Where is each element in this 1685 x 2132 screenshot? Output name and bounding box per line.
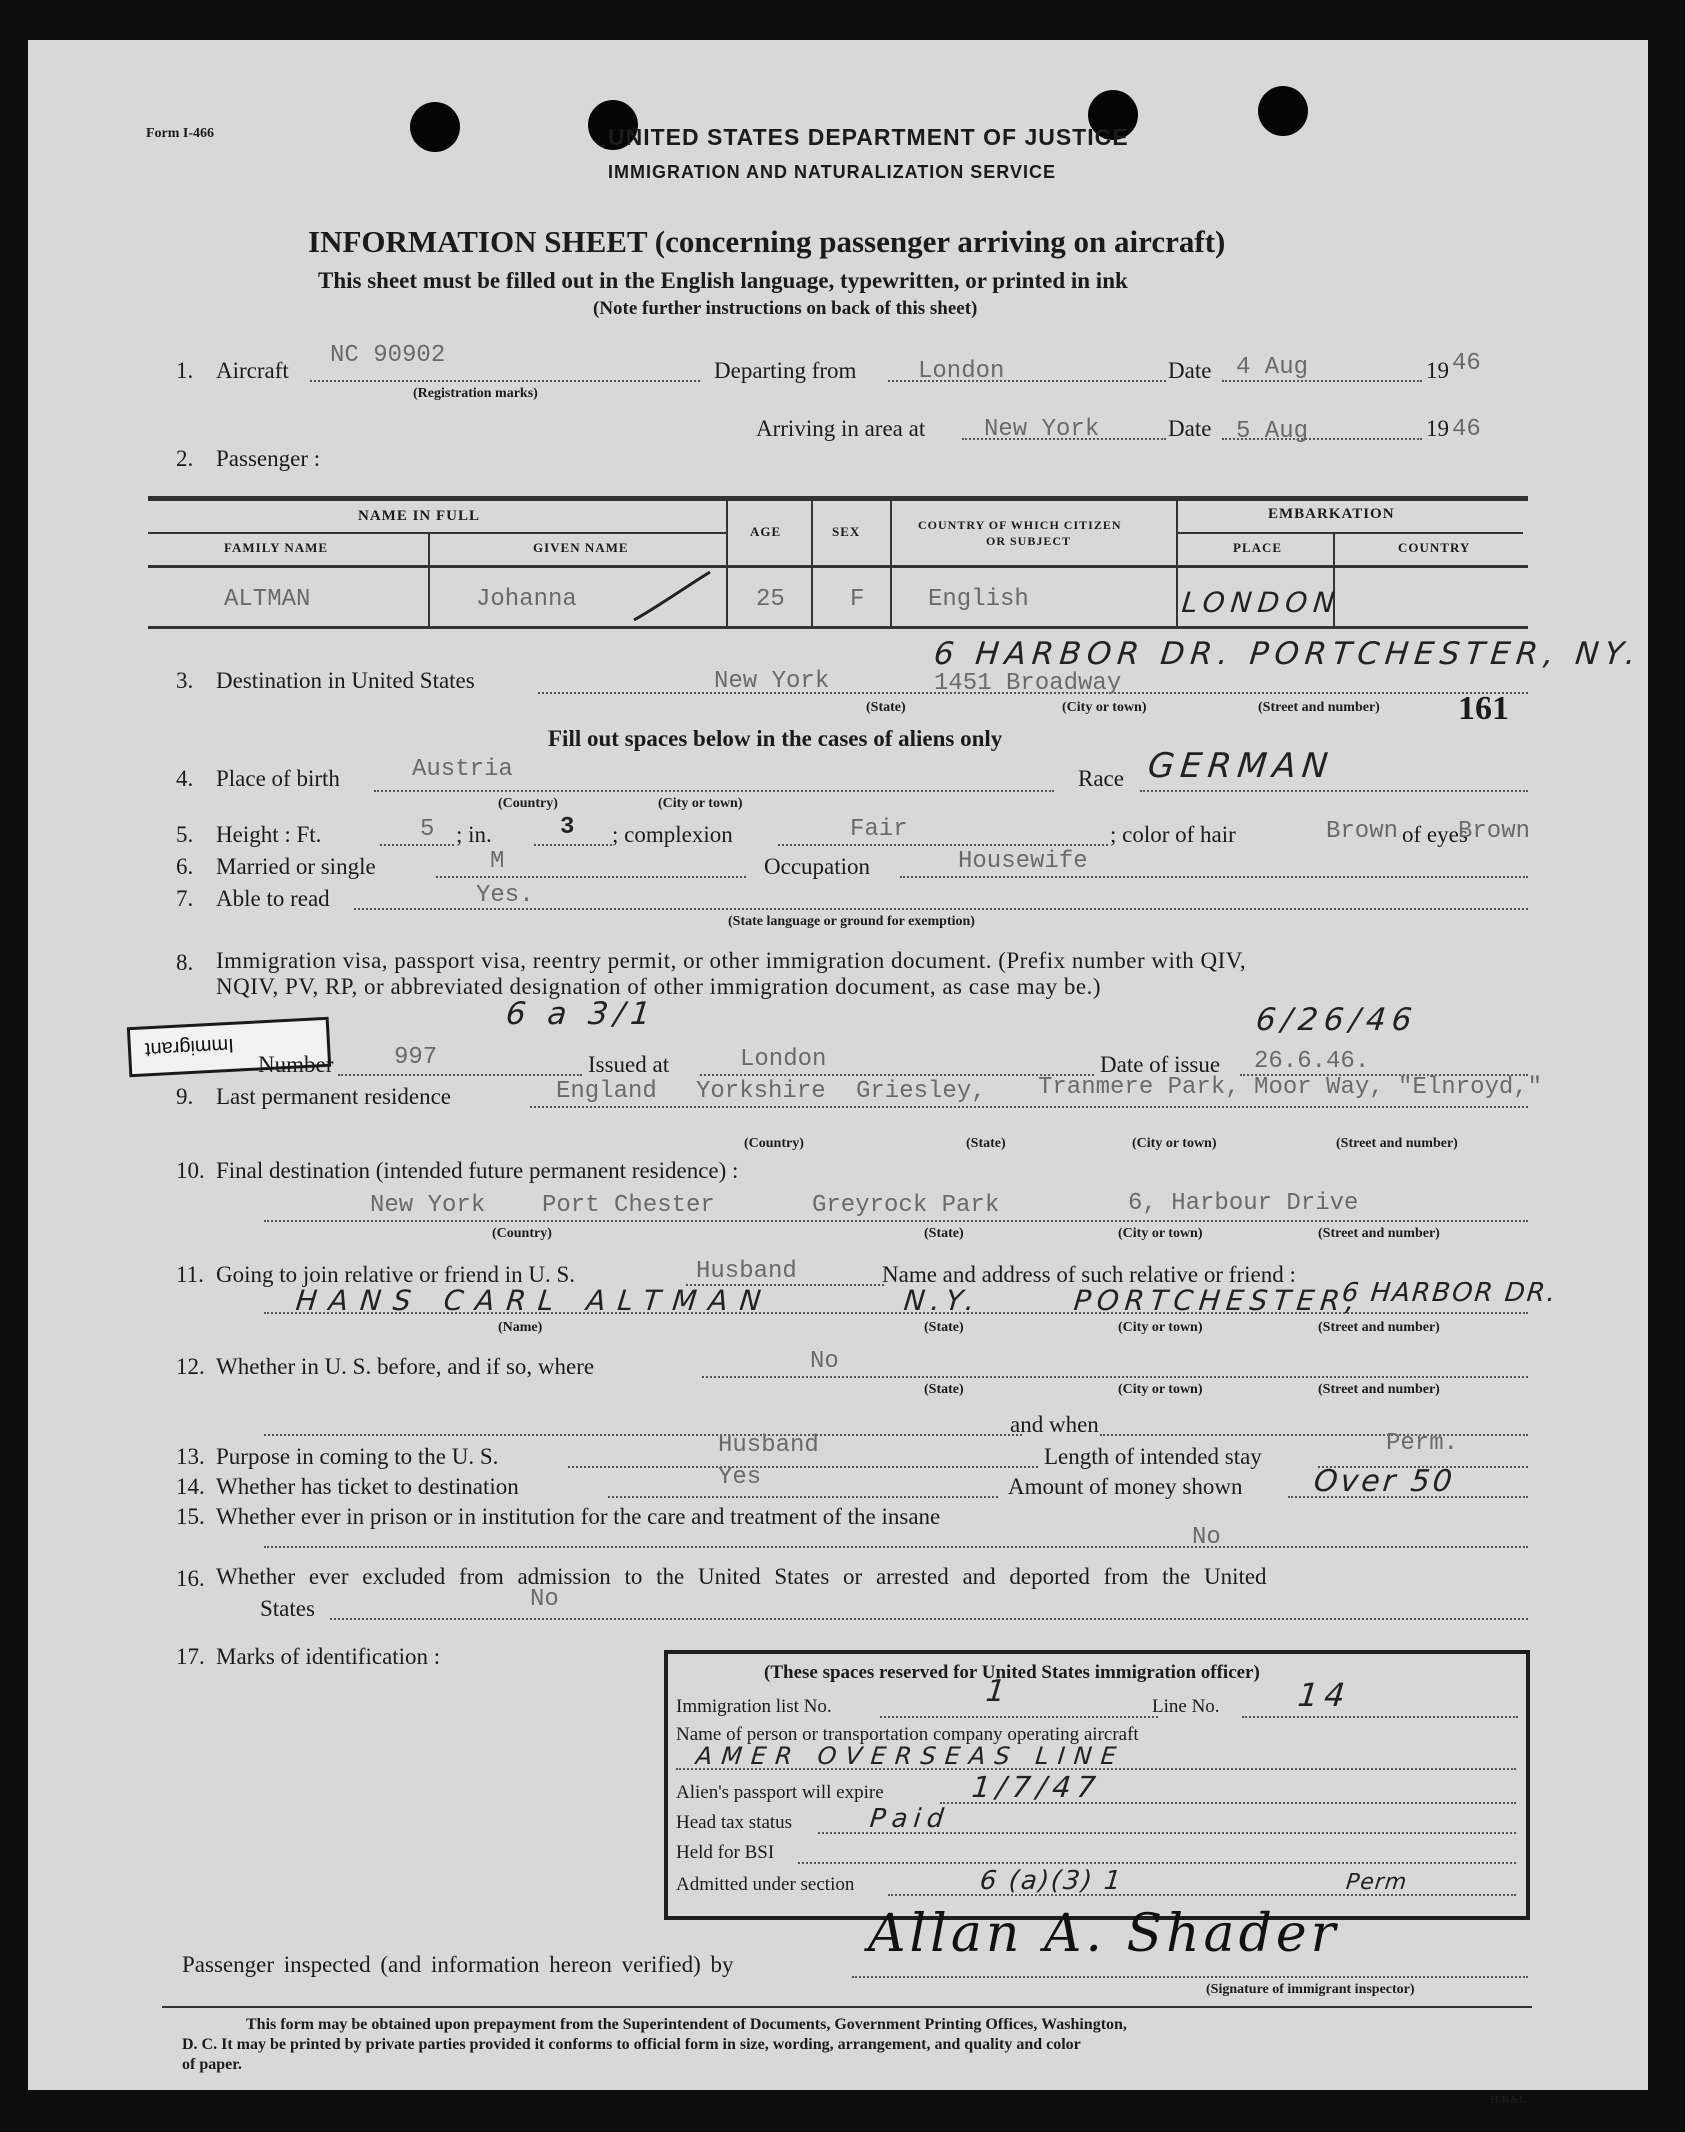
relative-name: HANS CARL ALTMAN (294, 1284, 775, 1317)
residence-state: Yorkshire (696, 1078, 826, 1105)
height-label: Height : Ft. (216, 822, 322, 847)
punch-hole (1258, 86, 1308, 136)
height-ft-value: 5 (420, 816, 435, 843)
company-label: Name of person or transportation company operating aircraft (676, 1724, 1139, 1745)
form-sheet (28, 40, 1648, 2106)
arriving-value: New York (984, 416, 1100, 443)
relative-label: Name and address of such relative or friend : (882, 1262, 1296, 1287)
city-caption: (City or town) (1132, 1136, 1217, 1151)
item-number: 8. (176, 950, 194, 975)
purpose-value: Husband (718, 1432, 819, 1459)
aircraft-label: Aircraft (216, 358, 289, 383)
street-caption: (Street and number) (1336, 1136, 1458, 1151)
race-label: Race (1078, 766, 1124, 791)
tax-label: Head tax status (676, 1812, 793, 1833)
state-caption: (State) (866, 700, 906, 715)
punch-hole (410, 102, 460, 152)
country-caption: (Country) (492, 1226, 552, 1241)
service-title: IMMIGRATION AND NATURALIZATION SERVICE (608, 162, 1056, 182)
state-caption: (State) (966, 1136, 1006, 1151)
bsi-label: Held for BSI (676, 1842, 775, 1863)
previous-visit-label: Whether in U. S. before, and if so, where (216, 1354, 595, 1379)
passport-label: Alien's passport will expire (676, 1782, 884, 1803)
state-caption: (State) (924, 1226, 964, 1241)
final-country: New York (370, 1192, 486, 1219)
relative-street: 6 HARBOR DR. (1340, 1278, 1559, 1308)
and-when-label: and when (1010, 1412, 1099, 1437)
sex-header: SEX (832, 524, 861, 539)
date-label: Date (1168, 358, 1212, 383)
street-caption: (Street and number) (1318, 1226, 1440, 1241)
footer-code: H/R&L (1490, 2094, 1527, 2106)
country-caption: (Country) (744, 1136, 804, 1151)
state-caption: (State) (924, 1320, 964, 1335)
excluded-label-2: States (260, 1596, 315, 1621)
country-header-2: OR SUBJECT (986, 534, 1072, 548)
signature-caption: (Signature of immigrant inspector) (1206, 1982, 1415, 1997)
embarkation-header: EMBARKATION (1268, 506, 1395, 522)
marital-value: M (490, 848, 505, 875)
birthplace-label: Place of birth (216, 766, 340, 791)
aliens-heading: Fill out spaces below in the cases of aliens only (548, 726, 1003, 751)
relative-city: PORTCHESTER, (1072, 1284, 1363, 1317)
number-label: Number (258, 1052, 334, 1077)
join-label: Going to join relative or friend in U. S. (216, 1262, 575, 1287)
item-number: 5. (176, 822, 194, 847)
height-in-value: 3 (560, 814, 575, 841)
name-caption: (Name) (498, 1320, 543, 1335)
agency-title: UNITED STATES DEPARTMENT OF JUSTICE (608, 124, 1129, 150)
family-name-header: FAMILY NAME (224, 540, 329, 555)
join-value: Husband (696, 1258, 797, 1285)
residence-label: Last permanent residence (216, 1084, 451, 1109)
date-of-issue-label: Date of issue (1100, 1052, 1221, 1077)
complexion-value: Fair (850, 816, 908, 843)
item-number: 16. (176, 1566, 205, 1591)
section-value: 6 (a)(3) 1 (978, 1866, 1125, 1896)
embark-place-value: LONDON (1180, 586, 1343, 619)
money-value: Over 50 (1312, 1464, 1457, 1499)
departing-label: Departing from (714, 358, 857, 383)
item-number: 14. (176, 1474, 205, 1499)
item-number: 12. (176, 1354, 205, 1379)
stay-value: Perm. (1386, 1430, 1459, 1457)
read-caption: (State language or ground for exemption) (728, 914, 975, 929)
section-label: Admitted under section (676, 1874, 855, 1895)
officer-box-heading: (These spaces reserved for United States immigration officer) (764, 1662, 1260, 1683)
country-caption: (Country) (498, 796, 558, 811)
item-number: 2. (176, 446, 194, 471)
departure-year: 46 (1452, 350, 1481, 377)
final-street: 6, Harbour Drive (1128, 1190, 1359, 1217)
inches-label: ; in. (456, 822, 492, 847)
race-value: GERMAN (1145, 746, 1336, 786)
complexion-label: ; complexion (612, 822, 733, 847)
tax-value: Paid (868, 1804, 951, 1834)
footer-line-3: of paper. (182, 2056, 242, 2073)
destination-city: 1451 Broadway (934, 670, 1122, 697)
inspector-signature: Allan A. Shader (868, 1904, 1340, 1964)
date-label: Date (1168, 416, 1212, 441)
document-text-2: NQIV, PV, RP, or abbreviated designation of other immigration document, as case may be.) (216, 974, 1102, 999)
visa-class-handwritten: 6 a 3/1 (504, 996, 659, 1032)
year-prefix: 19 (1426, 416, 1449, 441)
departure-date: 4 Aug (1236, 354, 1309, 381)
inspection-label: Passenger inspected (and information hereon verified) by (182, 1952, 734, 1977)
page-note: (Note further instructions on back of this sheet) (593, 298, 978, 319)
issued-label: Issued at (588, 1052, 670, 1077)
departing-value: London (918, 358, 1005, 385)
city-caption: (City or town) (1118, 1382, 1203, 1397)
company-value: AMER OVERSEAS LINE (694, 1742, 1127, 1770)
street-caption: (Street and number) (1318, 1320, 1440, 1335)
eyes-value: Brown (1458, 818, 1531, 845)
hair-label: ; color of hair (1110, 822, 1236, 847)
list-value: 1 (984, 1674, 1013, 1709)
item-number: 11. (176, 1262, 204, 1287)
eyes-label: of eyes (1402, 822, 1468, 847)
final-destination-label: Final destination (intended future permanent residence) : (216, 1158, 739, 1183)
number-value: 997 (394, 1044, 438, 1071)
item-number: 1. (176, 358, 194, 383)
footer-line-1: This form may be obtained upon prepayment from the Superintendent of Documents, Government Printing Offices, Washington, (246, 2016, 1127, 2033)
marks-label: Marks of identification : (216, 1644, 441, 1669)
check-mark (626, 568, 716, 628)
embark-country-header: COUNTRY (1398, 540, 1471, 555)
list-label: Immigration list No. (676, 1696, 832, 1717)
registration-caption: (Registration marks) (413, 386, 538, 401)
city-caption: (City or town) (1118, 1320, 1203, 1335)
age-value: 25 (756, 586, 785, 613)
relative-state: N.Y. (902, 1284, 982, 1317)
occupation-value: Housewife (958, 848, 1088, 875)
destination-label: Destination in United States (216, 668, 475, 693)
name-in-full-header: NAME IN FULL (358, 508, 481, 524)
arrival-date: 5 Aug (1236, 418, 1309, 445)
state-caption: (State) (924, 1382, 964, 1397)
final-city: Greyrock Park (812, 1192, 1000, 1219)
item-number: 4. (176, 766, 194, 791)
ticket-label: Whether has ticket to destination (216, 1474, 519, 1499)
given-name-header: GIVEN NAME (533, 540, 629, 555)
issued-value: London (740, 1046, 827, 1073)
destination-handwritten: 6 HARBOR DR. PORTCHESTER, NY. (932, 636, 1644, 672)
excluded-value: No (530, 1586, 559, 1613)
prison-value: No (1192, 1524, 1221, 1551)
age-header: AGE (750, 524, 782, 539)
section-note: Perm (1344, 1870, 1409, 1895)
country-header: COUNTRY OF WHICH CITIZEN (918, 518, 1122, 532)
line-value: 14 (1296, 1676, 1353, 1714)
year-prefix: 19 (1426, 358, 1449, 383)
family-name-value: ALTMAN (224, 586, 311, 613)
stay-label: Length of intended stay (1044, 1444, 1262, 1469)
money-label: Amount of money shown (1008, 1474, 1243, 1499)
occupation-label: Occupation (764, 854, 871, 879)
item-number: 15. (176, 1504, 205, 1529)
footer-line-2: D. C. It may be printed by private parties provided it conforms to official form in size, wording, arrangement, and quality and color (182, 2036, 1081, 2053)
read-label: Able to read (216, 886, 330, 911)
item-number: 6. (176, 854, 194, 879)
excluded-label: Whether ever excluded from admission to the United States or arrested and deported from the United (216, 1564, 1267, 1589)
date-of-issue-value: 26.6.46. (1254, 1048, 1370, 1075)
item-number: 17. (176, 1644, 205, 1669)
form-number: Form I-466 (146, 126, 215, 141)
city-caption: (City or town) (1118, 1226, 1203, 1241)
street-caption: (Street and number) (1258, 700, 1380, 715)
place-header: PLACE (1233, 540, 1283, 555)
birthplace-value: Austria (412, 756, 513, 783)
city-caption: (City or town) (658, 796, 743, 811)
citizen-value: English (928, 586, 1029, 613)
hair-value: Brown (1326, 818, 1399, 845)
arriving-label: Arriving in area at (756, 416, 926, 441)
purpose-label: Purpose in coming to the U. S. (216, 1444, 499, 1469)
read-value: Yes. (476, 882, 534, 909)
sex-value: F (850, 586, 865, 613)
given-name-value: Johanna (476, 586, 577, 613)
residence-street: Tranmere Park, Moor Way, "Elnroyd," (1038, 1074, 1543, 1101)
stamp-text: Immigrant (144, 1033, 235, 1061)
arrival-year: 46 (1452, 416, 1481, 443)
stamp-number: 161 (1458, 690, 1509, 727)
item-number: 3. (176, 668, 194, 693)
previous-visit-value: No (810, 1348, 839, 1375)
passenger-label: Passenger : (216, 446, 321, 471)
visa-date-handwritten: 6/26/46 (1254, 1002, 1420, 1038)
line-label: Line No. (1152, 1696, 1220, 1717)
item-number: 9. (176, 1084, 194, 1109)
prison-label: Whether ever in prison or in institution for the care and treatment of the insane (216, 1504, 941, 1529)
document-text-1: Immigration visa, passport visa, reentry permit, or other immigration document. (Prefix number with QIV, (216, 948, 1247, 973)
residence-city: Griesley, (856, 1078, 986, 1105)
city-caption: (City or town) (1062, 700, 1147, 715)
residence-country: England (556, 1078, 657, 1105)
aircraft-value: NC 90902 (330, 342, 446, 369)
final-state: Port Chester (542, 1192, 715, 1219)
item-number: 7. (176, 886, 194, 911)
page-subtitle: This sheet must be filled out in the English language, typewritten, or printed in ink (318, 268, 1128, 293)
ticket-value: Yes (718, 1464, 762, 1491)
marital-label: Married or single (216, 854, 376, 879)
item-number: 10. (176, 1158, 205, 1183)
destination-state: New York (714, 668, 830, 695)
passport-value: 1/7/47 (970, 1770, 1104, 1804)
item-number: 13. (176, 1444, 205, 1469)
page-title: INFORMATION SHEET (concerning passenger arriving on aircraft) (308, 224, 1226, 259)
street-caption: (Street and number) (1318, 1382, 1440, 1397)
